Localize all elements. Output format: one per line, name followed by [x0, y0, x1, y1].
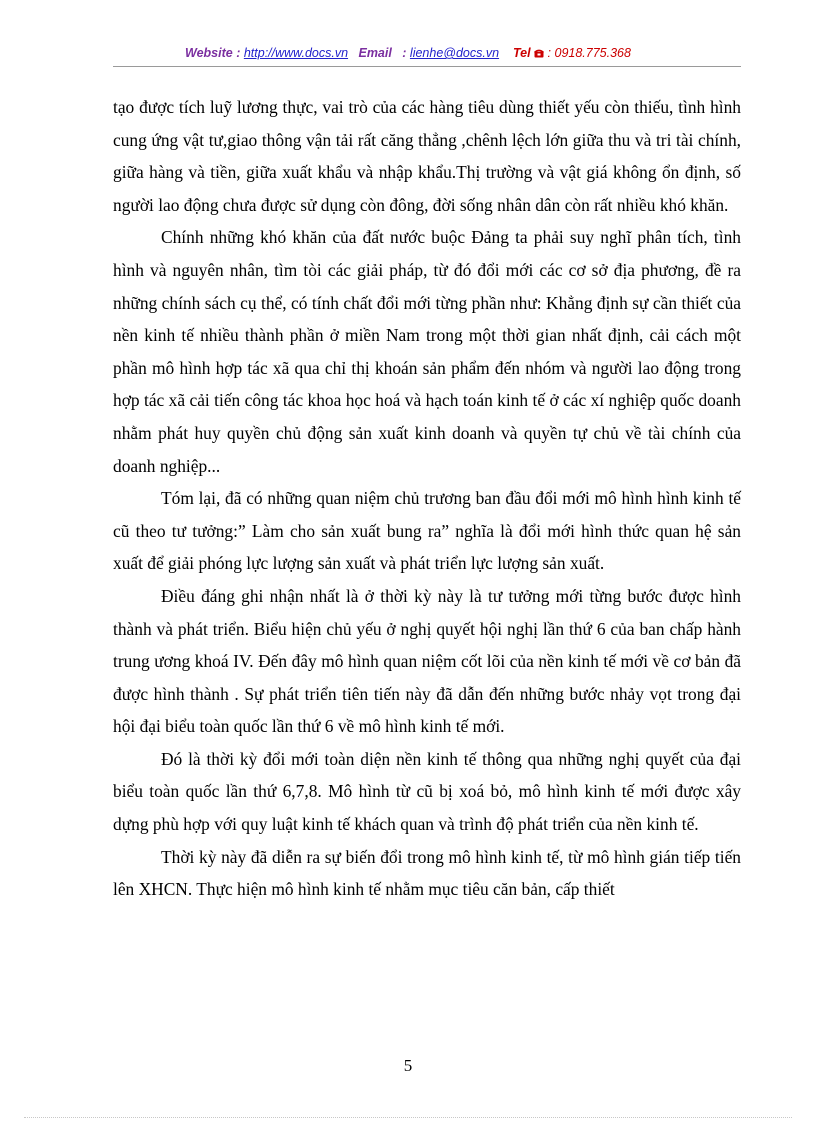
- paragraph-2: Chính những khó khăn của đất nước buộc Đảng ta phải suy nghĩ phân tích, tình hình và nguyên nhân, tìm tòi các giải pháp, từ đó đổi mới các cơ sở địa phương, đề ra những chính sách cụ thể, có tính chất đổi mới từng phần như: Khẳng định sự cần thiết của nền kinh tế nhiều thành phần ở miền Nam trong một thời gian nhất định, cải cách một phần mô hình hợp tác xã qua chỉ thị khoán sản phẩm đến nhóm và người lao động trong hợp tác xã cải tiến công tác khoa học hoá và hạch toán kinh tế ở các xí nghiệp quốc doanh nhằm phát huy quyền chủ động sản xuất kinh doanh và quyền tự chủ về tài chính của doanh nghiệp...: [113, 227, 741, 476]
- header-divider: [113, 66, 741, 67]
- paragraph-3: Tóm lại, đã có những quan niệm chủ trương ban đầu đổi mới mô hình hình kinh tế cũ theo tư tưởng:” Làm cho sản xuất bung ra” nghĩa là đổi mới hình thức quan hệ sản xuất để giải phóng lực lượng sản xuất và phát triển lực lượng sản xuất.: [113, 488, 741, 574]
- website-label: Website :: [185, 46, 241, 60]
- paragraph-1: tạo được tích luỹ lương thực, vai trò của các hàng tiêu dùng thiết yếu còn thiếu, tình hình cung ứng vật tư,giao thông vận tải rất căng thẳng ,chênh lệch lớn giữa thu và tri tài chính, giữa hàng và tiền, giữa xuất khẩu và nhập khẩu.Thị trường và vật giá không ổn định, số người lao động chưa được sử dụng còn đông, đời sống nhân dân còn rất nhiều khó khăn.: [113, 97, 741, 215]
- page-number: 5: [403, 1056, 413, 1075]
- page-header: [0, 46, 816, 60]
- email-separator: :: [402, 46, 407, 60]
- email-label: Email: [358, 46, 392, 60]
- paragraph-4: Điều đáng ghi nhận nhất là ở thời kỳ này là tư tưởng mới từng bước được hình thành và phát triển. Biểu hiện chủ yếu ở nghị quyết hội nghị lần thứ 6 của ban chấp hành trung ương khoá IV. Đến đây mô hình quan niệm cốt lõi của nền kinh tế mới về cơ bản đã được hình thành . Sự phát triển tiên tiến này đã dẫn đến những bước nhảy vọt trong đại hội đại biểu toàn quốc lần thứ 6 về mô hình kinh tế mới.: [113, 585, 741, 737]
- paragraph-6: Thời kỳ này đã diễn ra sự biến đổi trong mô hình kinh tế, từ mô hình gián tiếp tiến lên XHCN. Thực hiện mô hình kinh tế nhằm mục tiêu căn bản, cấp thiết: [113, 846, 741, 900]
- tel-label: Tel: [512, 46, 531, 60]
- phone-icon: [534, 47, 544, 56]
- page-bottom-border: [24, 1117, 792, 1118]
- email-link[interactable]: lienhe@docs.vn: [409, 46, 500, 60]
- phone-number[interactable]: : 0918.775.368: [547, 46, 631, 60]
- body-text: [113, 91, 741, 906]
- paragraph-5: Đó là thời kỳ đổi mới toàn diện nền kinh tế thông qua những nghị quyết của đại biểu toàn quốc lần thứ 6,7,8. Mô hình từ cũ bị xoá bỏ, mô hình kinh tế mới được xây dựng phù hợp với quy luật kinh tế khách quan và trình độ phát triển của nền kinh tế.: [113, 748, 741, 835]
- website-link[interactable]: http://www.docs.vn: [243, 46, 349, 60]
